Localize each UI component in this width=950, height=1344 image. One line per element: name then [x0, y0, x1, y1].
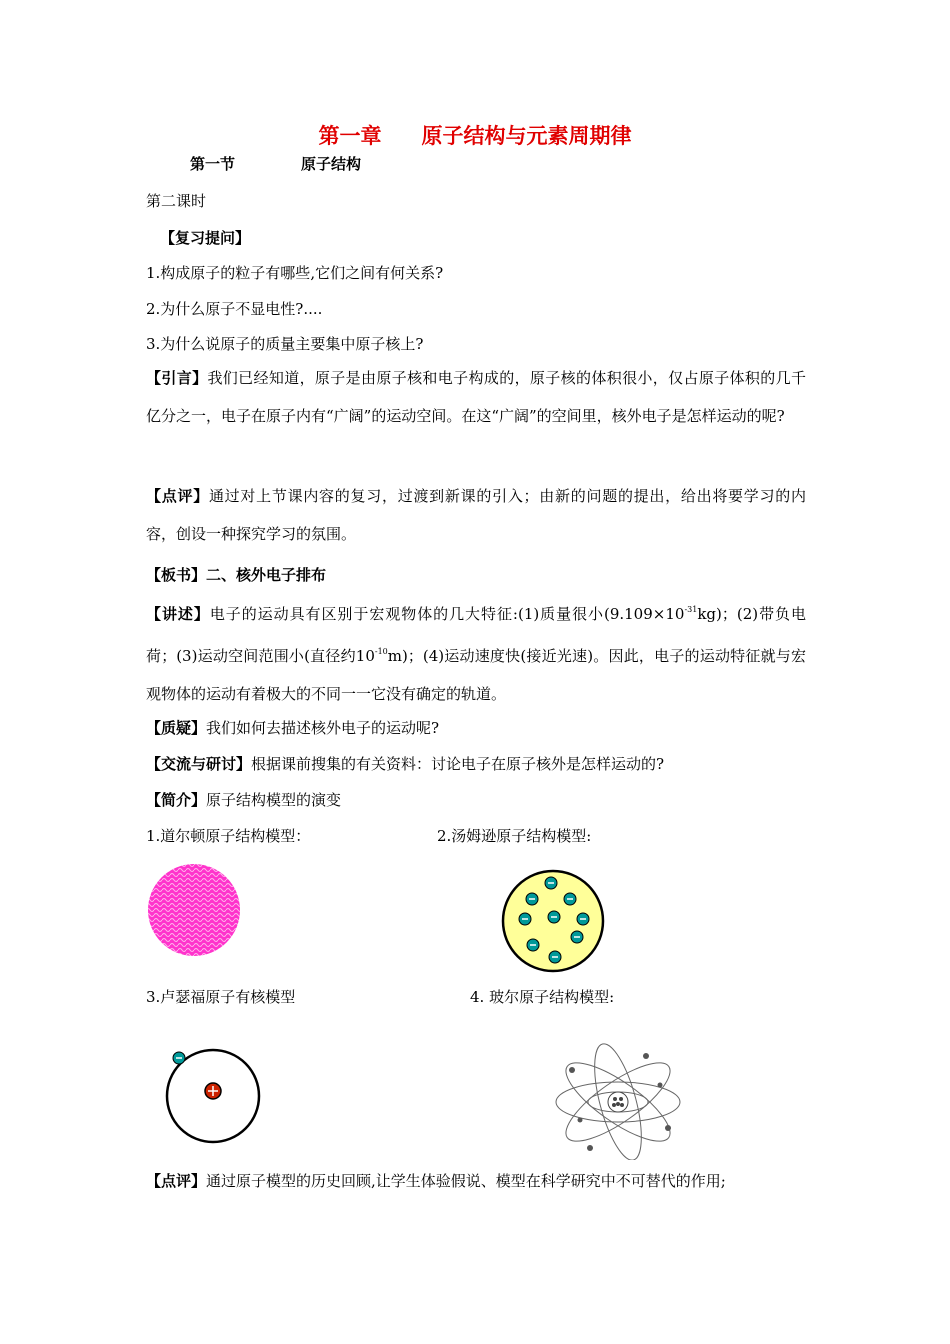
- comment2-line: [146, 1170, 726, 1191]
- comment1-text: 通过对上节课内容的复习，过渡到新课的引入；由新的问题的提出，给出将要学习的内容，创设一种探究学习的氛围。: [146, 487, 806, 543]
- model-label-rutherford: 3.卢瑟福原子有核模型: [146, 988, 296, 1006]
- lecture-text-1: 电子的运动具有区别于宏观物体的几大特征:(1)质量很小(9.109×10: [209, 605, 685, 623]
- section-name: 原子结构: [301, 155, 362, 173]
- intro-paragraph: [146, 359, 806, 435]
- model-label-bohr: 4. 玻尔原子结构模型:: [470, 988, 615, 1006]
- dalton-model-image: [146, 862, 242, 958]
- review-question-1: 1.构成原子的粒子有哪些,它们之间有何关系?: [146, 264, 444, 282]
- model-label-dalton: 1.道尔顿原子结构模型：: [146, 827, 311, 845]
- lecture-exponent-1: -31: [684, 605, 698, 614]
- comment1-paragraph: [146, 477, 806, 553]
- lecture-paragraph: [146, 591, 806, 713]
- nucleus: [205, 1083, 221, 1099]
- discussion-text: 根据课前搜集的有关资料：讨论电子在原子核外是怎样运动的?: [251, 755, 665, 773]
- brief-line: [146, 789, 341, 810]
- lecture-tag: 【讲述】: [146, 605, 210, 623]
- brief-tag: 【简介】: [146, 791, 207, 809]
- comment1-tag: 【点评】: [146, 487, 209, 505]
- review-question-2: 2.为什么原子不显电性?....: [146, 300, 323, 318]
- section-number: 第一节: [190, 155, 236, 173]
- discussion-line: [146, 753, 664, 774]
- rutherford-model-image: [160, 1046, 270, 1146]
- comment2-text: 通过原子模型的历史回顾,让学生体验假说、模型在科学研究中不可替代的作用;: [206, 1172, 726, 1190]
- discussion-tag: 【交流与研讨】: [146, 755, 252, 773]
- question-text: 我们如何去描述核外电子的运动呢?: [206, 719, 440, 737]
- review-question-3: 3.为什么说原子的质量主要集中原子核上?: [146, 335, 424, 353]
- electron: [173, 1052, 185, 1064]
- thomson-model-image: [500, 869, 606, 973]
- intro-tag: 【引言】: [146, 369, 208, 387]
- question-line: [146, 717, 439, 738]
- chapter-title: [0, 120, 950, 150]
- board-text: 二、核外电子排布: [206, 566, 327, 584]
- board-tag: 【板书】: [146, 566, 207, 584]
- lesson-label: 第二课时: [146, 192, 207, 210]
- lecture-exponent-2: -10: [374, 647, 388, 656]
- review-heading: 【复习提问】: [160, 229, 251, 247]
- board-line: [146, 564, 326, 585]
- brief-text: 原子结构模型的演变: [206, 791, 342, 809]
- intro-text: 我们已经知道，原子是由原子核和电子构成的，原子核的体积很小，仅占原子体积的几千亿分之一，电子在原子内有“广阔”的运动空间。在这“广阔”的空间里，核外电子是怎样运动的呢?: [146, 369, 806, 425]
- question-tag: 【质疑】: [146, 719, 207, 737]
- lecture-text-3: m)；(4)运动速度快(接近光速)。因此，电子的运动特征就与宏观物体的运动有着极大的不同一一它没有确定的轨道。: [146, 647, 806, 703]
- chapter-name: 原子结构与元素周期律: [421, 124, 632, 148]
- comment2-tag: 【点评】: [146, 1172, 207, 1190]
- model-label-thomson: 2.汤姆逊原子结构模型:: [437, 827, 592, 845]
- bohr-model-image: [550, 1040, 686, 1160]
- lecture-text-2: kg)；(2)带负电荷；(3)运动空间范围小(直径约10: [146, 605, 806, 665]
- chapter-number: 第一章: [318, 124, 382, 148]
